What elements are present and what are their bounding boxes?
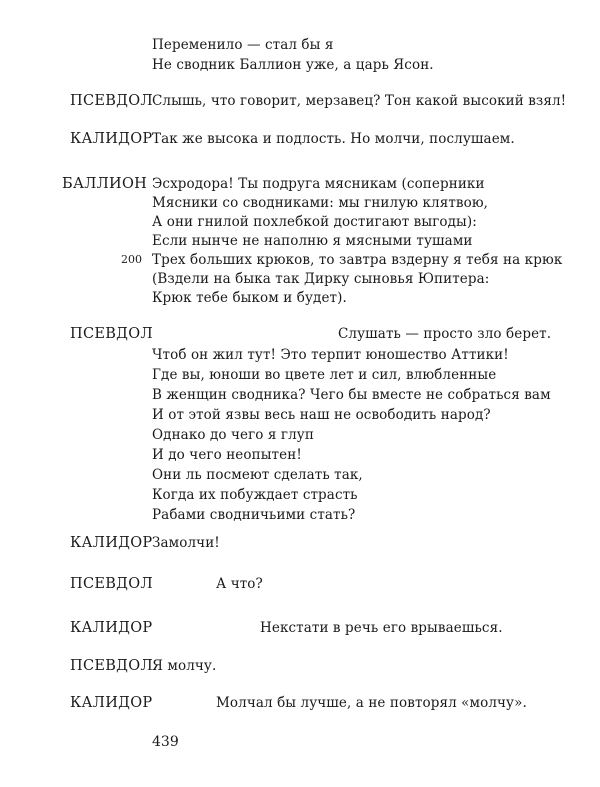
verse-line: Крюк тебе быком и будет).	[152, 290, 347, 306]
verse-line: Слышь, что говорит, мерзавец? Тон какой высокий взял!	[152, 93, 567, 109]
verse-line: Не сводник Баллион уже, а царь Ясон.	[152, 57, 434, 73]
speaker-name: ПСЕВДОЛ	[70, 93, 153, 109]
speaker-name: БАЛЛИОН	[62, 176, 148, 192]
speaker-name: КАЛИДОР	[70, 131, 153, 147]
verse-line: Чтоб он жил тут! Это терпит юношество Аттики!	[152, 347, 509, 363]
verse-line: Когда их побуждает страсть	[152, 487, 358, 503]
verse-line: Если нынче не наполню я мясными тушами	[152, 233, 473, 249]
page-number: 439	[152, 734, 179, 750]
verse-line: Замолчи!	[152, 535, 220, 551]
verse-line: Они ль посмеют сделать так,	[152, 467, 363, 483]
speaker-name: КАЛИДОР	[70, 695, 153, 711]
verse-line: А они гнилой похлебкой достигают выгоды):	[152, 214, 477, 230]
speaker-name: КАЛИДОР	[70, 620, 153, 636]
verse-line: И от этой язвы весь наш не освободить народ?	[152, 407, 491, 423]
verse-line: Молчал бы лучше, а не повторял «молчу».	[216, 695, 527, 711]
verse-line: Трех больших крюков, то завтра вздерну я тебя на крюк	[152, 252, 563, 268]
verse-line: Некстати в речь его врываешься.	[260, 620, 503, 636]
verse-line: Однако до чего я глуп	[152, 427, 314, 443]
speaker-name: ПСЕВДОЛ	[70, 658, 153, 674]
verse-line: И до чего неопытен!	[152, 447, 302, 463]
speaker-name: ПСЕВДОЛ	[70, 326, 153, 342]
verse-line: Так же высока и подлость. Но молчи, послушаем.	[152, 131, 515, 147]
verse-line: Я молчу.	[152, 658, 217, 674]
verse-line: Эсхродора! Ты подруга мясникам (соперники	[152, 176, 485, 192]
verse-line: В женщин сводника? Чего бы вместе не собраться вам	[152, 387, 551, 403]
verse-line: А что?	[216, 576, 263, 592]
verse-line: Где вы, юноши во цвете лет и сил, влюбленные	[152, 367, 497, 383]
verse-line: Слушать — просто зло берет.	[338, 326, 552, 342]
speaker-name: КАЛИДОР	[70, 535, 153, 551]
line-number: 200	[121, 253, 142, 266]
verse-line: Мясники со сводниками: мы гнилую клятвою,	[152, 195, 489, 211]
verse-line: Рабами сводничьими стать?	[152, 507, 356, 523]
speaker-name: ПСЕВДОЛ	[70, 576, 153, 592]
verse-line: Переменило — стал бы я	[152, 37, 334, 53]
verse-line: (Вздели на быка так Дирку сыновья Юпитера:	[152, 271, 490, 287]
